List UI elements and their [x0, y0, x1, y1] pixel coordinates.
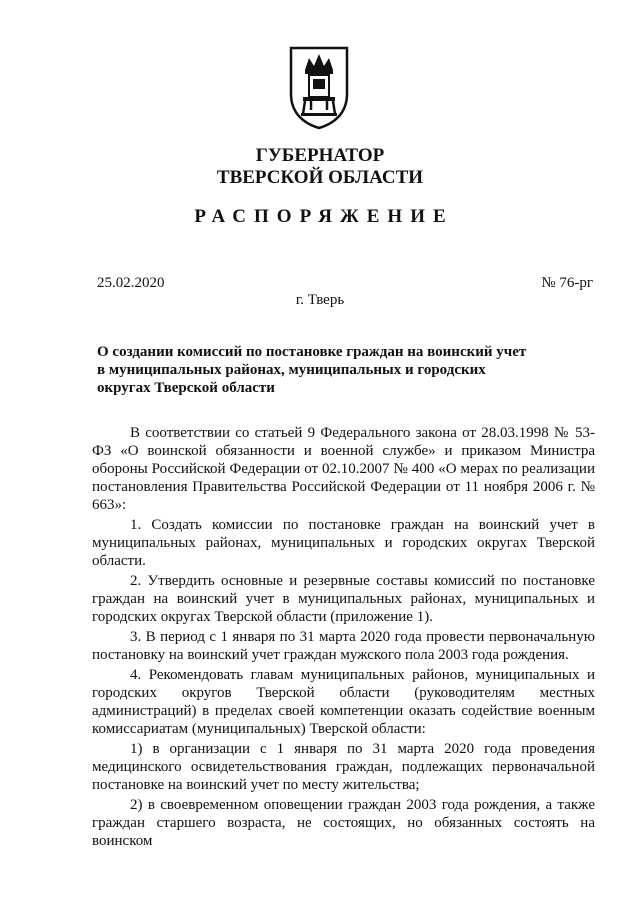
body-paragraph: В соответствии со статьей 9 Федерального закона от 28.03.1998 № 53-ФЗ «О воинской обязанности и военной службе» и приказом Министра обороны Российской Федерации от 02.10.2007 № 400 «О мерах по реализации постановления Правительства Российской Федерации от 11 ноября 2006 г. № 663»: — [92, 425, 595, 513]
document-body — [92, 424, 595, 852]
document-number: № 76-рг — [541, 275, 593, 291]
document-date: 25.02.2020 — [97, 275, 165, 291]
body-paragraph: 1) в организации с 1 января по 31 марта 2020 года проведения медицинского освидетельствования граждан, подлежащих первоначальной постановке на воинский учет по месту жительства; — [92, 741, 595, 793]
document-city: г. Тверь — [295, 292, 345, 308]
body-paragraph: 3. В период с 1 января по 31 марта 2020 года провести первоначальную постановку на воинский учет граждан мужского пола 2003 года рождения. — [92, 629, 595, 663]
body-paragraph: 2. Утвердить основные и резервные составы комиссий по постановке граждан на воинский учет в муниципальных районах, муниципальных и городских округах Тверской области (приложение 1). — [92, 573, 595, 625]
coat-of-arms-icon — [287, 44, 351, 130]
authority-region: ТВЕРСКОЙ ОБЛАСТИ — [216, 167, 424, 188]
document-subject: О создании комиссий по постановке граждан на воинский учет в муниципальных районах, муниципальных и городских округах Тверской области — [97, 344, 527, 396]
authority-title: ГУБЕРНАТОР — [255, 145, 385, 166]
document-type: РАСПОРЯЖЕНИЕ — [194, 206, 454, 227]
body-paragraph: 1. Создать комиссии по постановке граждан на воинский учет в муниципальных районах, муниципальных и городских округах Тверской области. — [92, 517, 595, 569]
body-paragraph: 4. Рекомендовать главам муниципальных районов, муниципальных и городских округов Тверской области (руководителям местных администраций) в пределах своей компетенции оказать содействие военным комиссариатам (муниципальных) Тверской области: — [92, 667, 595, 737]
body-paragraph: 2) в своевременном оповещении граждан 2003 года рождения, а также граждан старшего возраста, не состоящих, но обязанных состоять на воинском — [92, 797, 595, 849]
